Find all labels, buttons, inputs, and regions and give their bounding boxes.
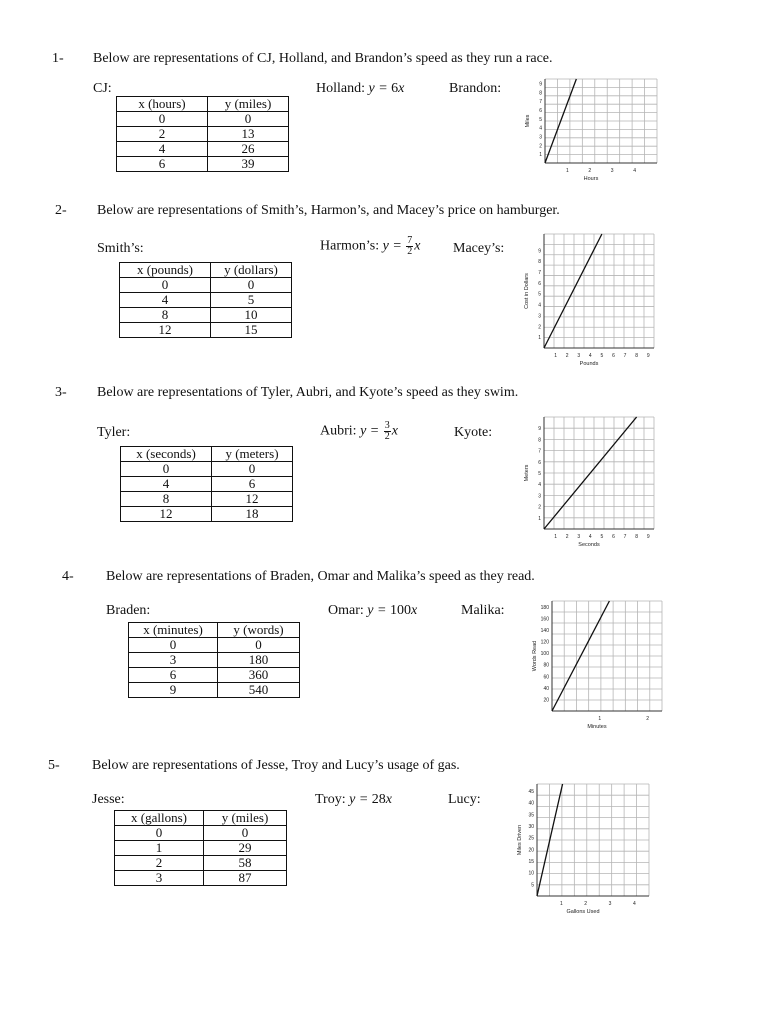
- table-row: [121, 492, 293, 507]
- value-table: [119, 262, 292, 338]
- line-graph: [522, 413, 662, 553]
- table-cell: 12: [212, 492, 293, 507]
- table-cell: 58: [204, 856, 287, 871]
- x-tick-label: 2: [584, 901, 588, 907]
- value-table: [114, 810, 287, 886]
- line-graph: [505, 780, 660, 920]
- x-tick-label: 1: [598, 716, 602, 722]
- equation-lhs: y =: [360, 423, 383, 439]
- table-label: CJ:: [93, 81, 112, 96]
- problem-statement: Below are representations of CJ, Holland, and Brandon’s speed as they run a race.: [93, 51, 553, 66]
- table-label: Tyler:: [97, 425, 131, 440]
- y-tick-label: 45: [528, 789, 534, 795]
- x-tick-label: 1: [566, 168, 569, 174]
- equation-label: Aubri:: [320, 423, 357, 439]
- y-tick-label: 7: [539, 99, 542, 106]
- x-axis-label: Gallons Used: [566, 909, 600, 915]
- equation-variable: x: [391, 423, 398, 439]
- equation-variable: x: [414, 238, 421, 254]
- table-header-x: x (pounds): [120, 263, 211, 278]
- table-row: [117, 157, 289, 172]
- x-tick-label: 7: [623, 534, 627, 540]
- x-tick-label: 3: [577, 353, 581, 359]
- x-axis-label: Minutes: [587, 724, 607, 730]
- equation-coefficient: 6: [391, 81, 399, 96]
- y-tick-label: 10: [528, 870, 534, 877]
- y-tick-label: 20: [543, 697, 549, 704]
- table-cell: 3: [115, 871, 204, 886]
- y-tick-label: 2: [538, 504, 541, 511]
- table-header-y: y (miles): [204, 811, 287, 826]
- table-header-y: y (miles): [208, 97, 289, 112]
- table-row: [117, 142, 289, 157]
- problem-number: 4-: [62, 569, 74, 584]
- equation-fraction: [406, 236, 413, 257]
- table-label: Braden:: [106, 603, 151, 618]
- table-cell: 0: [117, 112, 208, 127]
- line-graph: [522, 597, 672, 732]
- y-tick-label: 4: [538, 482, 541, 489]
- table-header-y: y (dollars): [211, 263, 292, 278]
- equation-variable: x: [398, 81, 405, 96]
- table-row: [120, 323, 292, 338]
- y-tick-label: 7: [538, 448, 541, 455]
- value-table: [120, 446, 293, 522]
- fraction-numerator: 3: [384, 420, 390, 431]
- table-cell: 360: [218, 668, 300, 683]
- equation-fraction: [384, 421, 391, 442]
- equation-coefficient: 28: [371, 792, 386, 807]
- table-cell: 13: [208, 127, 289, 142]
- x-tick-label: 8: [635, 534, 639, 540]
- series-line: [544, 234, 602, 348]
- problem-5: [0, 754, 768, 944]
- problem-number: 5-: [48, 758, 60, 773]
- y-tick-label: 4: [539, 125, 542, 132]
- y-tick-label: 1: [539, 152, 542, 159]
- y-tick-label: 9: [539, 81, 542, 88]
- y-tick-label: 6: [538, 280, 541, 287]
- table-cell: 0: [212, 462, 293, 477]
- table-cell: 2: [115, 856, 204, 871]
- y-tick-label: 25: [528, 835, 534, 842]
- x-tick-label: 5: [600, 534, 604, 540]
- equation-lhs: y =: [368, 81, 392, 96]
- x-tick-label: 9: [646, 534, 650, 540]
- fraction-denominator: 2: [407, 246, 413, 257]
- table-cell: 15: [211, 323, 292, 338]
- value-table: [128, 622, 300, 698]
- x-tick-label: 6: [612, 534, 615, 540]
- y-tick-label: 160: [540, 616, 549, 623]
- equation-lhs: y =: [382, 238, 406, 254]
- equation-lhs: y =: [367, 603, 390, 618]
- y-tick-label: 120: [540, 639, 549, 646]
- table-label: Jesse:: [92, 792, 125, 807]
- table-cell: 540: [218, 683, 300, 698]
- x-tick-label: 7: [623, 353, 627, 359]
- y-tick-label: 2: [538, 324, 541, 331]
- table-cell: 1: [115, 841, 204, 856]
- line-graph: [522, 230, 662, 370]
- table-row: [115, 871, 287, 886]
- table-row: [120, 293, 292, 308]
- equation: [315, 792, 392, 808]
- y-axis-label: Miles: [525, 114, 531, 128]
- y-tick-label: 6: [539, 107, 542, 114]
- table-row: [115, 856, 287, 871]
- y-tick-label: 5: [539, 116, 542, 123]
- x-tick-label: 6: [612, 353, 615, 359]
- graph-label: Kyote:: [454, 425, 493, 440]
- x-axis-label: Pounds: [579, 361, 599, 367]
- problem-number: 2-: [55, 203, 67, 218]
- table-row: [120, 278, 292, 293]
- table-row: [115, 841, 287, 856]
- y-tick-label: 80: [543, 662, 549, 669]
- value-table: [116, 96, 289, 172]
- graph-label: Brandon:: [449, 81, 502, 96]
- table-cell: 18: [212, 507, 293, 522]
- x-tick-label: 4: [588, 534, 592, 540]
- x-tick-label: 3: [608, 901, 612, 907]
- x-tick-label: 1: [554, 534, 557, 540]
- equation-label: Troy:: [315, 792, 346, 807]
- table-row: [115, 826, 287, 841]
- y-tick-label: 15: [528, 859, 534, 865]
- x-tick-label: 4: [588, 353, 592, 359]
- problem-number: 1-: [52, 51, 64, 66]
- problem-statement: Below are representations of Braden, Omar and Malika’s speed as they read.: [106, 569, 535, 584]
- y-tick-label: 3: [538, 313, 541, 320]
- table-row: [129, 683, 300, 698]
- problem-4: [0, 567, 768, 757]
- table-cell: 9: [129, 683, 218, 698]
- y-tick-label: 1: [538, 335, 541, 342]
- x-axis-label: Seconds: [578, 542, 600, 548]
- table-cell: 0: [129, 638, 218, 653]
- equation-label: Harmon’s:: [320, 238, 380, 254]
- y-tick-label: 9: [538, 426, 541, 433]
- table-cell: 3: [129, 653, 218, 668]
- y-axis-label: Miles Driven: [517, 824, 523, 856]
- x-tick-label: 3: [577, 534, 581, 540]
- problem-statement: Below are representations of Jesse, Troy and Lucy’s usage of gas.: [92, 758, 460, 773]
- table-cell: 29: [204, 841, 287, 856]
- x-tick-label: 3: [610, 168, 614, 174]
- line-graph: [513, 75, 663, 187]
- x-tick-label: 2: [565, 534, 569, 540]
- table-cell: 6: [212, 477, 293, 492]
- equation-variable: x: [410, 603, 418, 618]
- problem-3: [0, 383, 768, 573]
- y-axis-label: Words Read: [532, 640, 538, 672]
- graph-label: Malika:: [461, 603, 505, 618]
- y-tick-label: 40: [528, 800, 534, 807]
- problem-statement: Below are representations of Smith’s, Harmon’s, and Macey’s price on hamburger.: [97, 203, 560, 218]
- y-tick-label: 30: [528, 824, 534, 830]
- equation: [328, 603, 417, 619]
- table-cell: 8: [120, 308, 211, 323]
- table-header-y: y (words): [218, 623, 300, 638]
- equation: [320, 421, 398, 442]
- table-header-x: x (gallons): [115, 811, 204, 826]
- table-header-x: x (hours): [117, 97, 208, 112]
- table-cell: 5: [211, 293, 292, 308]
- y-tick-label: 60: [543, 674, 549, 681]
- y-tick-label: 40: [543, 685, 549, 692]
- y-tick-label: 7: [538, 270, 541, 276]
- table-cell: 6: [117, 157, 208, 172]
- x-tick-label: 2: [646, 716, 650, 722]
- x-tick-label: 4: [633, 168, 636, 174]
- y-tick-label: 8: [538, 259, 541, 266]
- x-tick-label: 1: [554, 353, 557, 359]
- y-axis-label: Cost in Dollars: [524, 273, 530, 309]
- y-tick-label: 5: [531, 882, 534, 889]
- x-tick-label: 5: [600, 353, 604, 359]
- y-tick-label: 5: [538, 291, 541, 298]
- table-cell: 12: [121, 507, 212, 522]
- table-cell: 6: [129, 668, 218, 683]
- x-tick-label: 2: [565, 353, 569, 359]
- table-cell: 0: [121, 462, 212, 477]
- table-header-y: y (meters): [212, 447, 293, 462]
- x-tick-label: 2: [588, 168, 592, 174]
- equation-label: Holland:: [316, 81, 365, 96]
- graph-label: Lucy:: [448, 792, 481, 807]
- table-cell: 0: [211, 278, 292, 293]
- y-tick-label: 3: [538, 493, 541, 500]
- x-tick-label: 1: [559, 901, 563, 907]
- table-header-x: x (minutes): [129, 623, 218, 638]
- equation-label: Omar:: [328, 603, 364, 618]
- table-row: [117, 112, 289, 127]
- table-row: [129, 638, 300, 653]
- x-axis-label: Hours: [583, 176, 599, 182]
- table-cell: 2: [117, 127, 208, 142]
- y-tick-label: 140: [540, 627, 549, 634]
- table-row: [121, 477, 293, 492]
- table-cell: 0: [218, 638, 300, 653]
- table-cell: 0: [204, 826, 287, 841]
- y-tick-label: 2: [539, 143, 542, 150]
- fraction-denominator: 2: [384, 431, 390, 442]
- equation-coefficient: 100: [389, 603, 411, 618]
- y-tick-label: 5: [538, 471, 541, 477]
- y-tick-label: 6: [538, 459, 541, 466]
- y-tick-label: 8: [539, 90, 542, 97]
- table-cell: 4: [121, 477, 212, 492]
- table-cell: 0: [115, 826, 204, 841]
- table-cell: 8: [121, 492, 212, 507]
- equation: [320, 236, 421, 257]
- table-row: [129, 653, 300, 668]
- table-cell: 39: [208, 157, 289, 172]
- problem-statement: Below are representations of Tyler, Aubri, and Kyote’s speed as they swim.: [97, 385, 519, 400]
- y-tick-label: 100: [540, 651, 549, 658]
- table-header-x: x (seconds): [121, 447, 212, 462]
- table-row: [129, 668, 300, 683]
- y-tick-label: 9: [538, 248, 541, 255]
- table-row: [121, 462, 293, 477]
- table-row: [117, 127, 289, 142]
- y-tick-label: 8: [538, 437, 541, 444]
- table-cell: 0: [120, 278, 211, 293]
- y-tick-label: 35: [528, 812, 534, 819]
- x-tick-label: 9: [646, 353, 650, 359]
- table-cell: 4: [117, 142, 208, 157]
- table-cell: 180: [218, 653, 300, 668]
- table-cell: 4: [120, 293, 211, 308]
- table-label: Smith’s:: [97, 241, 144, 256]
- problem-number: 3-: [55, 385, 67, 400]
- x-tick-label: 4: [633, 901, 636, 907]
- x-tick-label: 8: [635, 353, 639, 359]
- y-tick-label: 4: [538, 302, 541, 309]
- equation: [316, 81, 404, 97]
- table-cell: 12: [120, 323, 211, 338]
- table-row: [121, 507, 293, 522]
- y-tick-label: 20: [528, 847, 534, 854]
- table-cell: 0: [208, 112, 289, 127]
- y-tick-label: 180: [540, 604, 549, 611]
- equation-variable: x: [385, 792, 393, 807]
- table-cell: 10: [211, 308, 292, 323]
- fraction-numerator: 7: [407, 235, 413, 246]
- graph-label: Macey’s:: [453, 241, 505, 256]
- table-row: [120, 308, 292, 323]
- problem-2: [0, 200, 768, 390]
- y-tick-label: 3: [539, 134, 542, 141]
- y-axis-label: Meters: [524, 464, 530, 482]
- y-tick-label: 1: [538, 515, 541, 522]
- table-cell: 26: [208, 142, 289, 157]
- table-cell: 87: [204, 871, 287, 886]
- equation-lhs: y =: [349, 792, 372, 807]
